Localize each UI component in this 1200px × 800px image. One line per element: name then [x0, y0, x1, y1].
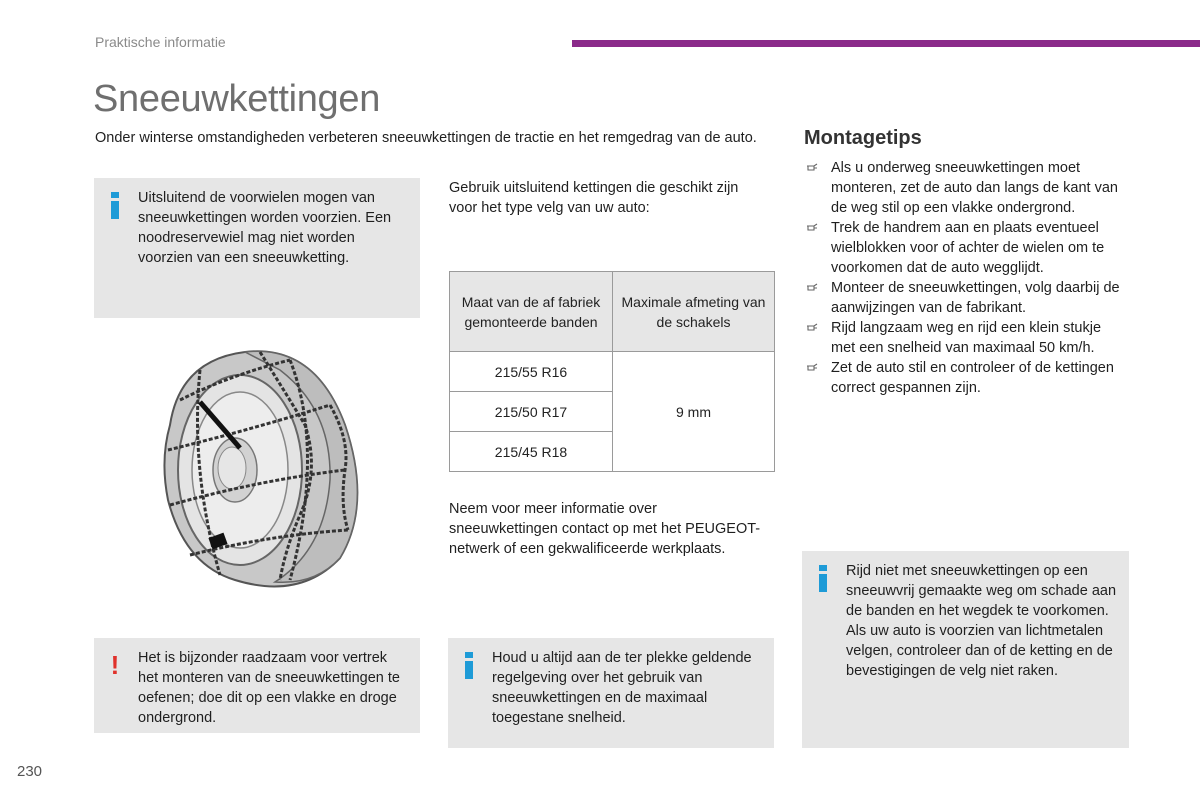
mounting-tips-list	[803, 158, 1125, 398]
warning-box-practice	[94, 638, 420, 733]
info-text: Houd u altijd aan de ter plekke geldende regelgeving over het gebruik van sneeuwkettingen en de maximaal toegestane snelheid.	[492, 650, 752, 726]
table-row	[450, 352, 775, 392]
info-text: Rijd niet met sneeuwkettingen op een sneeuwvrij gemaakte weg om schade aan de banden en het wegdek te voorkomen. Als uw auto is voorzien van lichtmetalen velgen, controleer dan of de ketting en de bevestigingen de velg niet raken.	[846, 563, 1117, 679]
table-header: Maat van de af fabriek gemonteerde banden	[450, 272, 613, 352]
intro-paragraph: Onder winterse omstandigheden verbeteren sneeuwkettingen de tractie en het remgedrag van de auto.	[95, 130, 757, 146]
warning-exclamation-icon: !	[110, 650, 120, 680]
tire-size-cell: 215/45 R18	[450, 432, 613, 472]
info-icon	[816, 563, 830, 598]
chains-intro-text: Gebruik uitsluitend kettingen die geschikt zijn voor het type velg van uw auto:	[449, 180, 739, 216]
page-number: 230	[17, 763, 43, 780]
list-item	[803, 358, 1125, 398]
tire-size-cell: 215/55 R16	[450, 352, 613, 392]
tip-text: Zet de auto stil en controleer of de kettingen correct gespannen zijn.	[831, 360, 1114, 396]
info-box-front-wheels	[94, 178, 420, 318]
pointing-hand-icon	[805, 218, 819, 238]
table-header: Maximale afmeting van de schakels	[613, 272, 775, 352]
tip-text: Rijd langzaam weg en rijd een klein stukje met een snelheid van maximaal 50 km/h.	[831, 320, 1102, 356]
tip-text: Trek de handrem aan en plaats eventueel wielblokken voor of achter de wielen om te voorkomen dat de auto wegglijdt.	[831, 220, 1105, 276]
pointing-hand-icon	[805, 278, 819, 298]
more-info-text: Neem voor meer informatie over sneeuwkettingen contact op met het PEUGEOT-netwerk of een gekwalificeerde werkplaats.	[449, 501, 761, 557]
info-icon	[108, 190, 122, 225]
info-icon	[462, 650, 476, 685]
pointing-hand-icon	[805, 358, 819, 378]
list-item	[803, 318, 1125, 358]
chain-size-table	[449, 271, 775, 472]
list-item	[803, 158, 1125, 218]
info-box-snowfree	[802, 551, 1129, 748]
max-link-size-cell: 9 mm	[613, 352, 775, 472]
tire-snow-chain-illustration	[140, 330, 380, 600]
tire-size-cell: 215/50 R17	[450, 392, 613, 432]
section-label: Praktische informatie	[95, 34, 226, 50]
warning-text: Het is bijzonder raadzaam voor vertrek het monteren van de sneeuwkettingen te oefenen; doe dit op een vlakke en droge ondergrond.	[138, 650, 400, 726]
tip-text: Monteer de sneeuwkettingen, volg daarbij de aanwijzingen van de fabrikant.	[831, 280, 1120, 316]
tip-text: Als u onderweg sneeuwkettingen moet monteren, zet de auto dan langs de kant van de weg stil op een vlakke ondergrond.	[831, 160, 1118, 216]
table-header-row	[450, 272, 775, 352]
page-title: Sneeuwkettingen	[93, 78, 381, 120]
pointing-hand-icon	[805, 158, 819, 178]
list-item	[803, 278, 1125, 318]
info-box-regulations	[448, 638, 774, 748]
section-accent-bar	[572, 40, 1200, 47]
mounting-tips-title: Montagetips	[804, 127, 922, 149]
info-text: Uitsluitend de voorwielen mogen van sneeuwkettingen worden voorzien. Een noodreservewiel mag niet worden voorzien van een sneeuwketting.	[138, 190, 392, 266]
pointing-hand-icon	[805, 318, 819, 338]
list-item	[803, 218, 1125, 278]
